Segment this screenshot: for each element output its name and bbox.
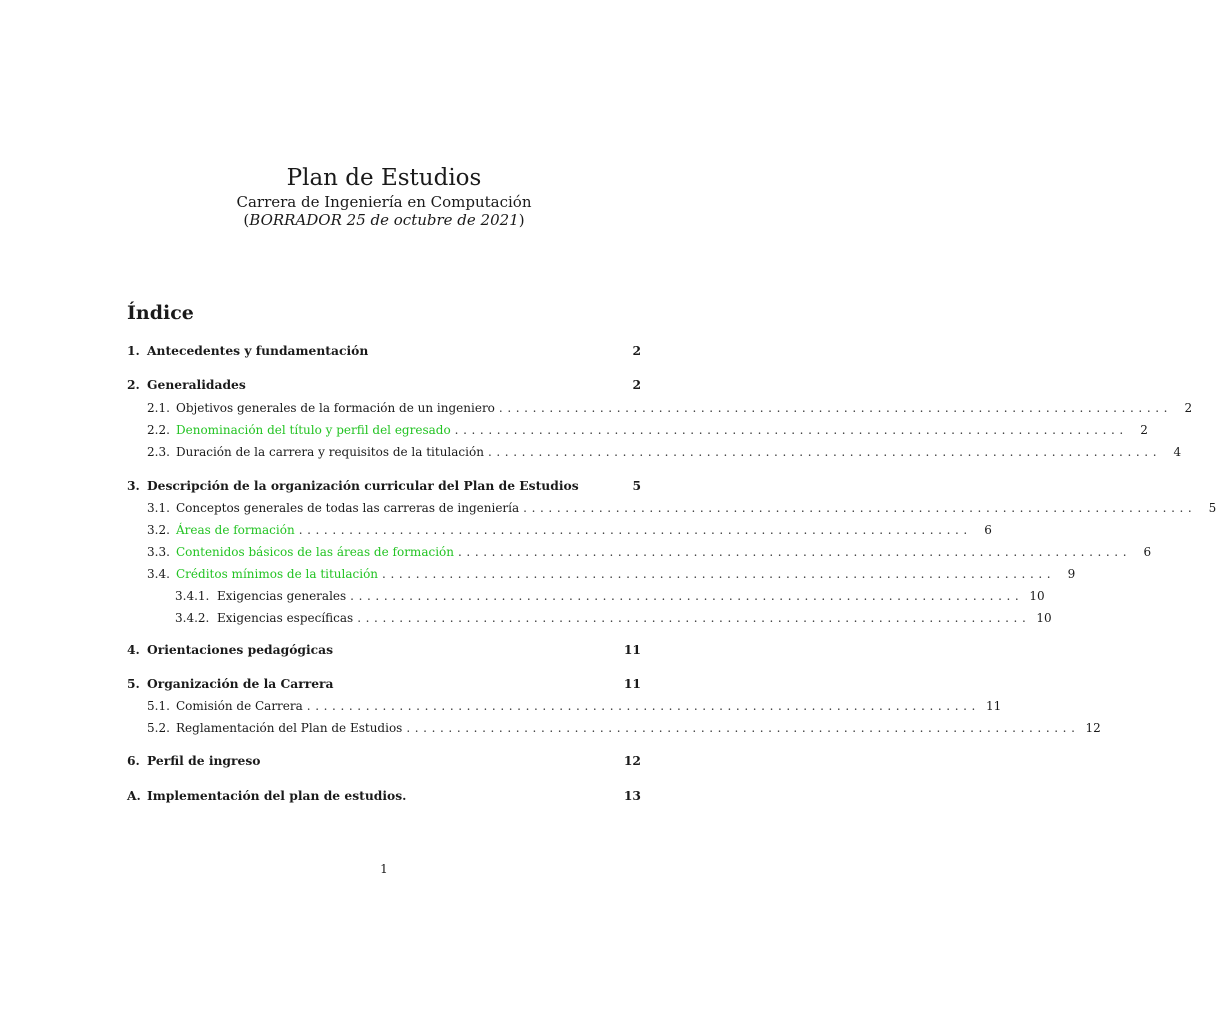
toc-entry[interactable] [127, 609, 1052, 627]
toc-entry-page: 11 [623, 642, 641, 657]
leader-dots: ................................................................................ [357, 611, 1031, 625]
toc-entry[interactable] [127, 543, 1152, 561]
toc-entry[interactable] [127, 499, 1216, 517]
leader-dots: ................................................................................ [350, 589, 1024, 603]
toc-entry[interactable] [127, 587, 1045, 605]
toc-entry-label[interactable]: Áreas de formación [176, 523, 295, 537]
toc-entry-number: 2.2. [147, 423, 170, 437]
toc-entry-number: A. [127, 788, 141, 803]
toc-entry[interactable] [127, 477, 641, 495]
toc-entry-page: 2 [632, 343, 641, 358]
toc-entry-page: 2 [632, 377, 641, 392]
toc-entry[interactable] [127, 399, 1193, 417]
toc-entry-label: Reglamentación del Plan de Estudios [176, 721, 403, 735]
toc-entry-number: 3.2. [147, 523, 170, 537]
toc-entry-page: 12 [623, 753, 641, 768]
toc-entry-label: Duración de la carrera y requisitos de la titulación [176, 445, 484, 459]
leader-dots: ................................................................................ [382, 567, 1056, 581]
leader-dots: ................................................................................ [298, 523, 972, 537]
toc-entry[interactable] [127, 787, 641, 805]
toc-entry[interactable] [127, 719, 1101, 737]
toc-entry-label: Descripción de la organización curricular del Plan de Estudios [147, 478, 579, 493]
toc-entry-page: 6 [1143, 545, 1152, 559]
toc-entry[interactable] [127, 443, 1182, 461]
toc-entry-label: Organización de la Carrera [147, 676, 334, 691]
toc-entry-label: Implementación del plan de estudios. [147, 788, 407, 803]
toc-entry-page: 10 [1036, 611, 1052, 625]
toc-entry-page: 2 [1140, 423, 1148, 437]
leader-dots: ................................................................................ [523, 501, 1197, 515]
toc-entry-page: 4 [1173, 445, 1182, 459]
toc-entry-number: 5.1. [147, 699, 170, 713]
toc-entry[interactable] [127, 565, 1076, 583]
toc-entry-label: Antecedentes y fundamentación [147, 343, 369, 358]
leader-dots: ................................................................................ [457, 545, 1132, 559]
leader-dots: ................................................................................ [487, 445, 1162, 459]
leader-dots: ................................................................................ [306, 699, 980, 713]
toc-entry-label: Orientaciones pedagógicas [147, 642, 334, 657]
toc-entry-number: 3.4.1. [175, 589, 210, 603]
document-subtitle: Carrera de Ingeniería en Computación [236, 193, 532, 211]
toc-entry-number: 1. [127, 343, 140, 358]
toc-entry[interactable] [127, 752, 641, 770]
toc-entry-number: 4. [127, 642, 140, 657]
draft-text: BORRADOR 25 de octubre de 2021 [249, 211, 519, 229]
toc-entry[interactable] [127, 697, 1002, 715]
toc-entry-page: 11 [985, 699, 1002, 713]
toc-entry-page: 6 [984, 523, 992, 537]
leader-dots: ................................................................................ [454, 423, 1128, 437]
leader-dots: ................................................................................ [406, 721, 1080, 735]
toc-entry-label: Perfil de ingreso [147, 753, 261, 768]
toc-entry-page: 5 [632, 478, 641, 493]
toc-heading: Índice [127, 302, 194, 324]
toc-entry[interactable] [127, 675, 641, 693]
toc-entry-number: 2.3. [147, 445, 170, 459]
toc-entry[interactable] [127, 521, 992, 539]
draft-close-paren: ) [518, 211, 525, 229]
toc-entry-number: 2. [127, 377, 140, 392]
toc-entry-number: 3.3. [147, 545, 170, 559]
toc-entry-number: 3.4. [147, 567, 170, 581]
document-title: Plan de Estudios [286, 165, 482, 191]
toc-entry-number: 2.1. [147, 401, 170, 415]
toc-entry-number: 3. [127, 478, 140, 493]
toc-entry-label: Comisión de Carrera [176, 699, 303, 713]
toc-entry-label[interactable]: Créditos mínimos de la titulación [176, 567, 379, 581]
toc-entry-page: 11 [623, 676, 641, 691]
toc-entry-page: 9 [1067, 567, 1076, 581]
toc-entry-page: 13 [623, 788, 641, 803]
toc-entry[interactable] [127, 376, 641, 394]
leader-dots: ................................................................................ [498, 401, 1173, 415]
toc-entry-label: Conceptos generales de todas las carreras de ingeniería [176, 501, 520, 515]
toc-entry-number: 3.1. [147, 501, 170, 515]
toc-entry-label: Exigencias generales [217, 589, 347, 603]
toc-entry-page: 2 [1184, 401, 1193, 415]
toc-entry-label[interactable]: Denominación del título y perfil del egresado [176, 423, 451, 437]
toc-entry-label: Objetivos generales de la formación de un ingeniero [176, 401, 495, 415]
toc-entry-number: 3.4.2. [175, 611, 210, 625]
toc-entry-page: 10 [1029, 589, 1045, 603]
toc-entry[interactable] [127, 421, 1148, 439]
draft-open-paren: ( [243, 211, 250, 229]
toc-entry-number: 6. [127, 753, 140, 768]
toc-entry-page: 12 [1085, 721, 1101, 735]
toc-entry-number: 5.2. [147, 721, 170, 735]
toc-entry[interactable] [127, 641, 641, 659]
toc-entry-label: Exigencias específicas [217, 611, 354, 625]
toc-entry[interactable] [127, 342, 641, 360]
page-number: 1 [380, 862, 388, 876]
toc-entry-number: 5. [127, 676, 140, 691]
toc-entry-label[interactable]: Contenidos básicos de las áreas de formación [176, 545, 454, 559]
toc-entry-page: 5 [1208, 501, 1216, 515]
toc-entry-label: Generalidades [147, 377, 246, 392]
